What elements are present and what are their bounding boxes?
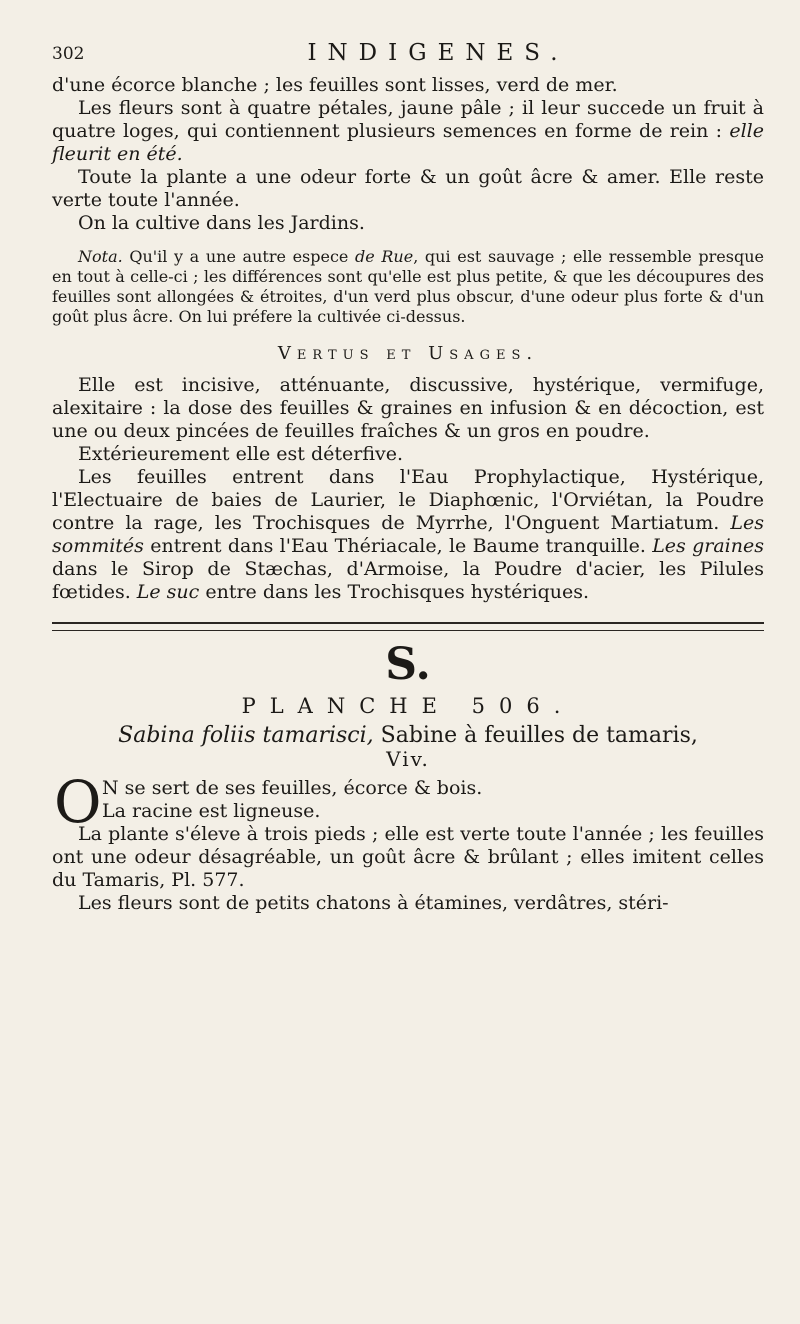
page [52, 40, 764, 915]
vertus-paragraph-2: Extérieurement elle est déterfive. [78, 443, 404, 465]
nota-label: Nota. [78, 247, 123, 266]
species-title [52, 724, 764, 747]
paragraph-text: Les fleurs sont à quatre pétales, jaune pâle ; il leur succede un fruit à quatre loges, qui contiennent plusieurs semences en forme de rein : [52, 97, 764, 142]
page-number: 302 [52, 44, 85, 64]
p3-text-a: Les feuilles entrent dans l'Eau Prophylactique, Hystérique, l'Electuaire de baies de Laurier, le Diaphœnic, l'Orviétan, la Poudre contre la rage, les Trochisques de Myrrhe, l'Onguent Martiatum. [52, 466, 764, 534]
paragraph-fleurs [52, 97, 764, 166]
p3-suc: Le suc [136, 581, 200, 603]
planche-label: PLANCHE [241, 694, 451, 718]
species-latin: Sabina foliis tamarisci, [118, 723, 374, 748]
drop-cap: O [54, 768, 102, 836]
p3-text-d: entre dans les Trochisques hystériques. [205, 581, 589, 603]
species-french: Sabine à feuilles de tamaris, [380, 723, 698, 748]
nota-de-rue: de Rue [355, 247, 414, 266]
vertus-paragraph-1: Elle est incisive, atténuante, discussive, hystérique, vermifuge, alexitaire : la dose des feuilles & graines en infusion & en décoction, est une ou deux pincées de feuilles fraîches & un gros en poudre. [52, 374, 764, 442]
p3-graines: Les graines [652, 535, 764, 557]
text-line: N se sert de ses feuilles, écorce & bois. [102, 777, 483, 799]
text-line: d'une écorce blanche ; les feuilles sont lisses, verd de mer. [52, 74, 618, 96]
paragraph-odeur: Toute la plante a une odeur forte & un goût âcre & amer. Elle reste verte toute l'année. [52, 166, 764, 211]
p3-sommites: Les sommités [52, 512, 765, 557]
planche-number: 506. [471, 694, 575, 718]
species-type: Viv. [386, 747, 430, 771]
planche-heading [52, 694, 764, 718]
p3-text-b: entrent dans l'Eau Thériacale, le Baume tranquille. [150, 535, 646, 557]
fleurs-paragraph: Les fleurs sont de petits chatons à étamines, verdâtres, stéri- [78, 892, 669, 914]
vertus-paragraph-3 [52, 466, 764, 604]
plante-paragraph: La plante s'éleve à trois pieds ; elle est verte toute l'année ; les feuilles ont une odeur désagréable, un goût âcre & brûlant ; elles imitent celles du Tamaris, Pl. 577. [52, 823, 764, 891]
text-line: La racine est ligneuse. [102, 800, 321, 822]
nota-paragraph [52, 247, 764, 327]
nota-text-a: Qu'il y a une autre espece [129, 247, 349, 266]
section-letter: S. [385, 639, 431, 690]
p3-text-c: dans le Sirop de Stæchas, d'Armoise, la Poudre d'acier, les Pilules fœtides. [52, 558, 764, 603]
nota-text-b: , qui est sauvage ; elle ressemble presque en tout à celle-ci ; les différences sont qu'elle est plus petite, & que les découpures des feuilles sont allongées & étroites, d'un verd plus obscur, d'une odeur plus forte & d'un goût plus âcre. On lui préfere la cultivée ci-dessus. [52, 247, 764, 326]
section-heading: Vertus et Usages. [277, 343, 539, 364]
page-header [52, 40, 764, 74]
running-title: INDIGENES. [307, 40, 569, 66]
divider-rule [52, 622, 764, 631]
paragraph-culture: On la cultive dans les Jardins. [78, 212, 365, 234]
drop-cap-block [52, 768, 764, 836]
italic-text: elle fleurit en été. [52, 120, 765, 165]
